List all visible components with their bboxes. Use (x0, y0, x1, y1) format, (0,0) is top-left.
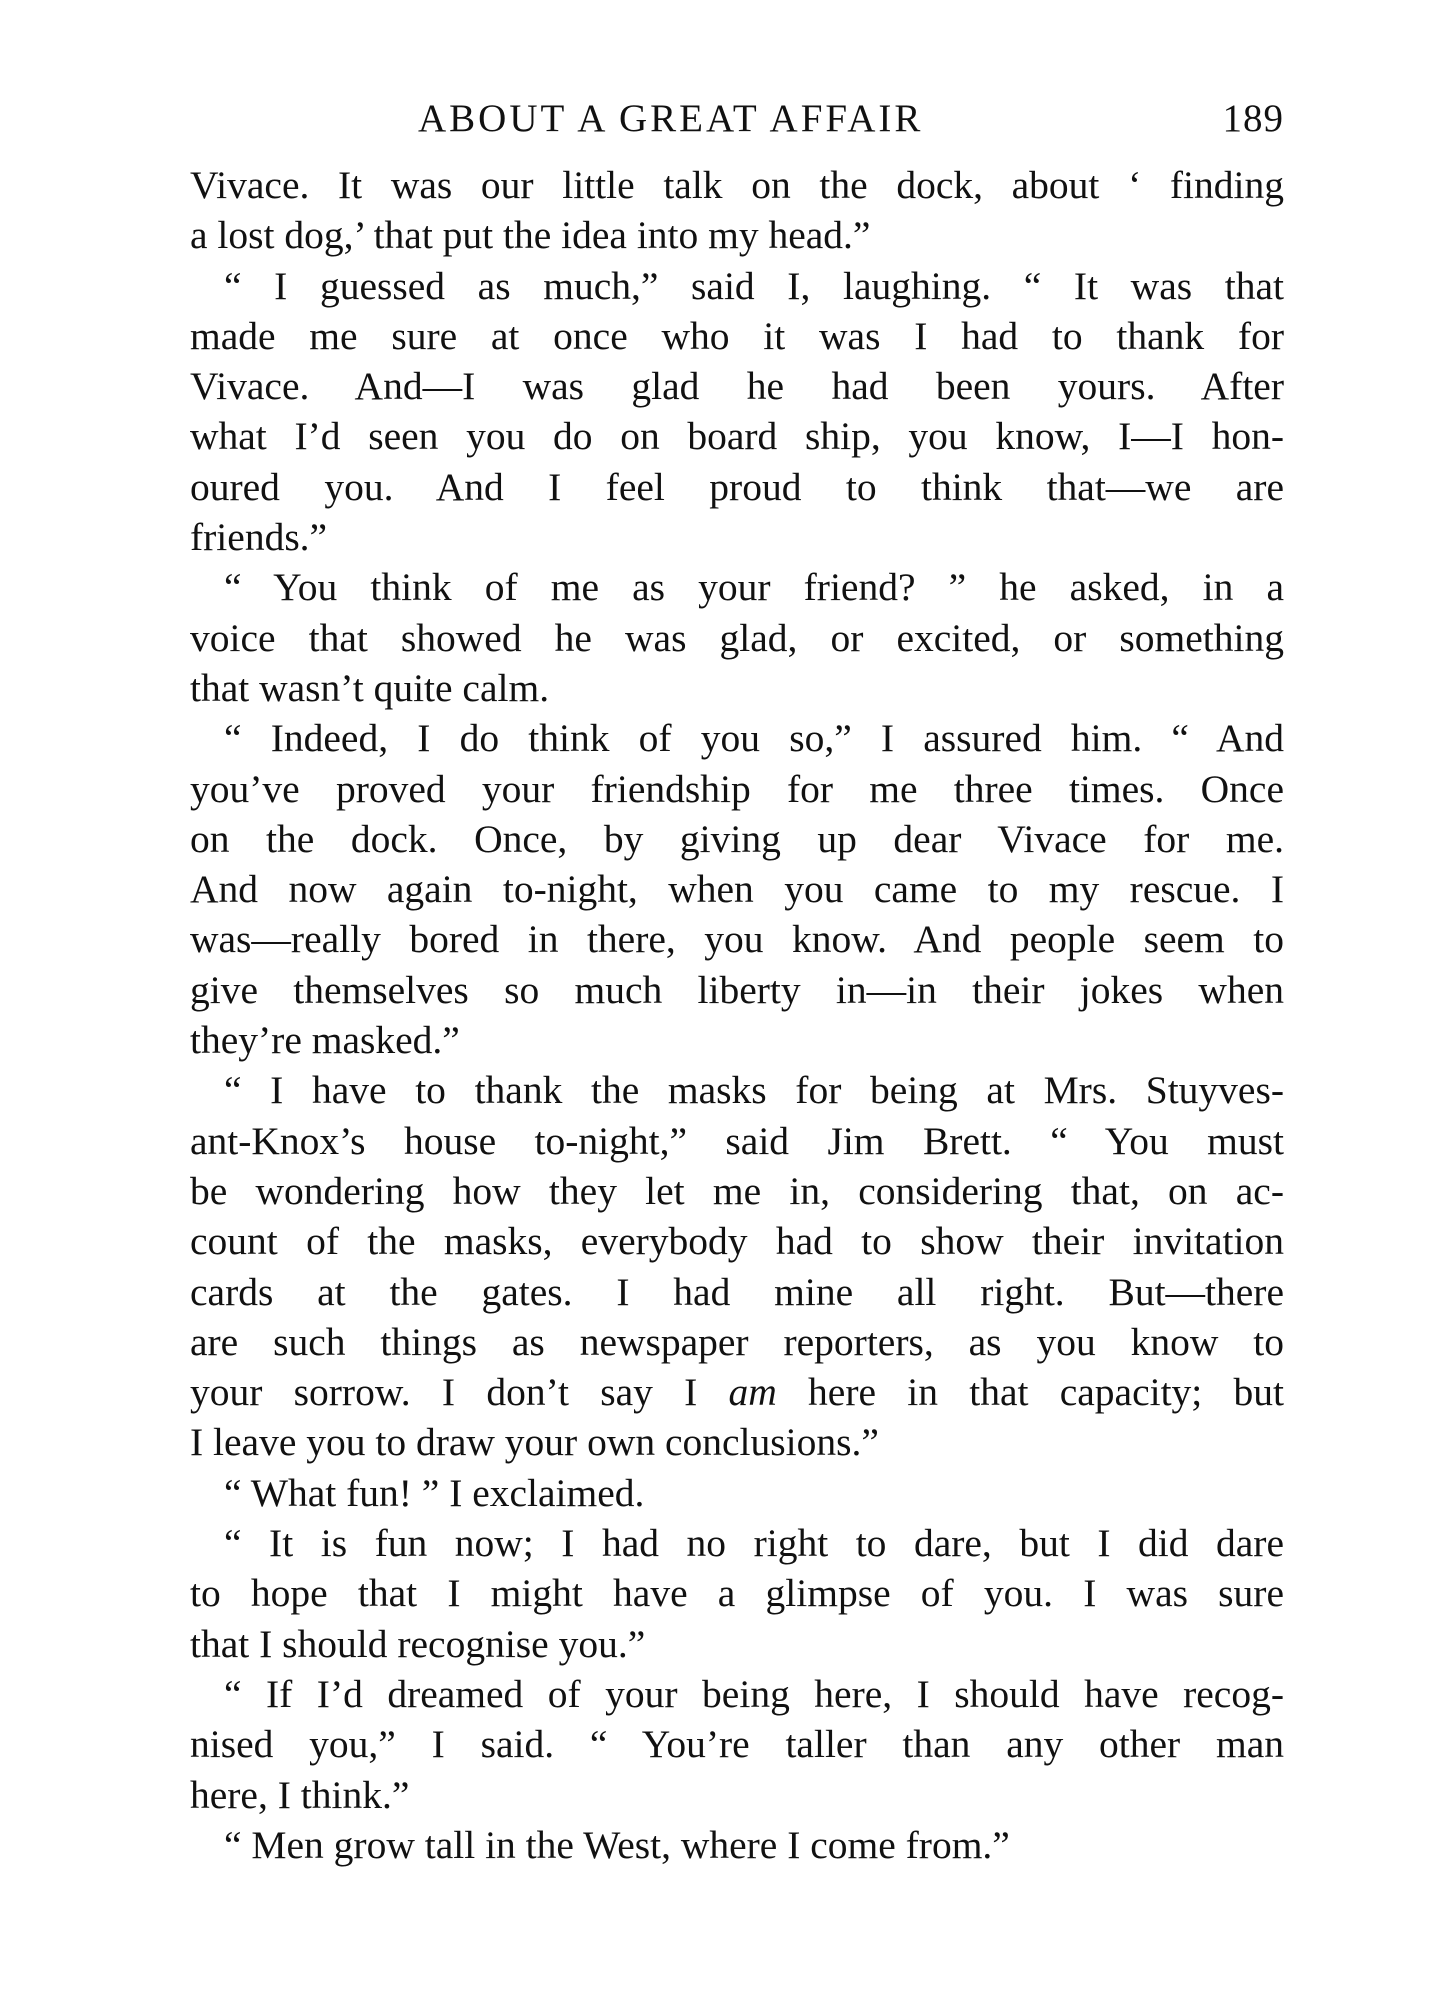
text-line: voice that showed he was glad, or excited, or something (190, 615, 1284, 660)
text-line-with-italic (190, 1367, 1284, 1417)
text-segment: your sorrow. I don’t say I (190, 1370, 729, 1415)
text-line: “ It is fun now; I had no right to dare, but I did dare (224, 1521, 1284, 1566)
text-line: “ Men grow tall in the West, where I come from.” (224, 1822, 1010, 1867)
text-line: nised you,” I said. “ You’re taller than any other man (190, 1722, 1284, 1767)
text-line: “ You think of me as your friend? ” he asked, in a (224, 565, 1284, 610)
text-line: a lost dog,’ that put the idea into my head.” (190, 213, 871, 258)
text-line: “ I guessed as much,” said I, laughing. “ It was that (224, 263, 1284, 308)
text-line: on the dock. Once, by giving up dear Vivace for me. (190, 816, 1284, 861)
text-line: Vivace. And—I was glad he had been yours. After (190, 364, 1284, 409)
text-line: “ Indeed, I do think of you so,” I assured him. “ And (224, 716, 1284, 761)
text-line: made me sure at once who it was I had to thank for (190, 313, 1284, 358)
text-line: Vivace. It was our little talk on the dock, about ‘ finding (190, 163, 1284, 207)
text-line: they’re masked.” (190, 1018, 460, 1063)
text-line: that wasn’t quite calm. (190, 665, 550, 710)
text-line: give themselves so much liberty in—in their jokes when (190, 967, 1284, 1012)
body-text (190, 160, 1284, 1870)
page-header (190, 96, 1284, 152)
text-line: friends.” (190, 515, 328, 560)
text-line: are such things as newspaper reporters, as you know to (190, 1319, 1284, 1364)
text-line: “ What fun! ” I exclaimed. (224, 1470, 645, 1515)
text-line: cards at the gates. I had mine all right. But—there (190, 1269, 1284, 1314)
text-line: you’ve proved your friendship for me three times. Once (190, 766, 1284, 811)
text-line: to hope that I might have a glimpse of you. I was sure (190, 1571, 1284, 1616)
text-segment: here in that capacity; but (776, 1370, 1284, 1415)
text-line: count of the masks, everybody had to show their invitation (190, 1219, 1284, 1264)
page-number: 189 (1222, 97, 1284, 140)
text-line: here, I think.” (190, 1772, 410, 1817)
book-page (190, 96, 1284, 1870)
text-line: be wondering how they let me in, considering that, on ac- (190, 1168, 1284, 1213)
running-head: ABOUT A GREAT AFFAIR (418, 97, 924, 140)
text-line: “ If I’d dreamed of your being here, I should have recog- (224, 1671, 1284, 1716)
text-line: what I’d seen you do on board ship, you know, I—I hon- (190, 414, 1284, 459)
text-line: “ I have to thank the masks for being at Mrs. Stuyves- (224, 1068, 1284, 1113)
italic-word: am (728, 1370, 777, 1415)
text-line: oured you. And I feel proud to think that—we are (190, 464, 1284, 509)
text-line: I leave you to draw your own conclusions.” (190, 1420, 879, 1465)
text-line: was—really bored in there, you know. And people seem to (190, 917, 1284, 962)
text-line: And now again to-night, when you came to my rescue. I (190, 867, 1284, 912)
text-line: ant-Knox’s house to-night,” said Jim Brett. “ You must (190, 1118, 1284, 1163)
text-line: that I should recognise you.” (190, 1621, 646, 1666)
